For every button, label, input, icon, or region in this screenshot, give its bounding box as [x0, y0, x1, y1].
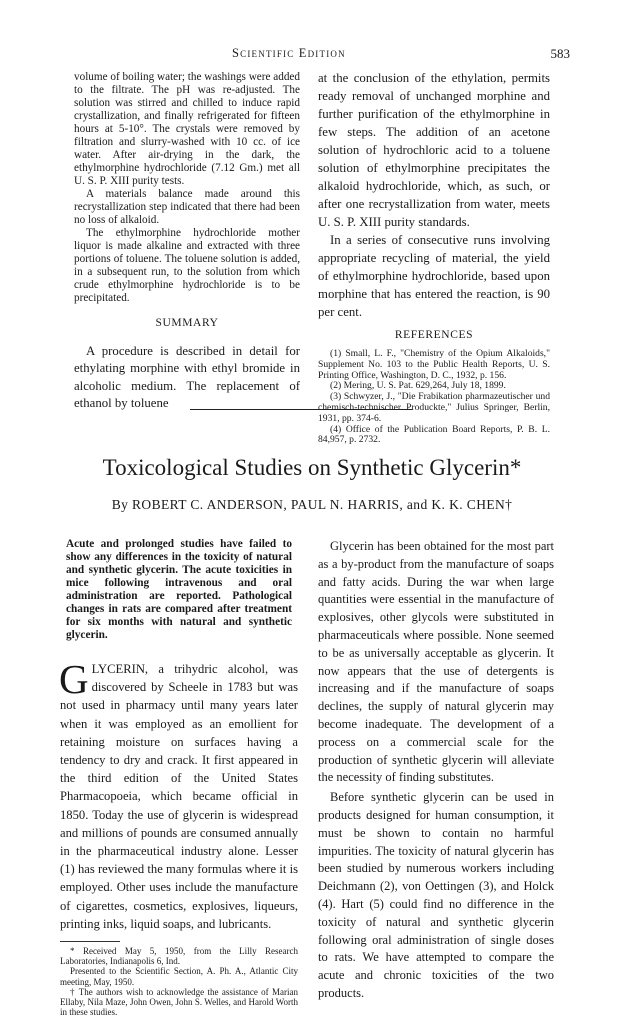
paragraph: The ethylmorphine hydrochloride mother liquor is made alkaline and extracted with three portions of toluene. The toluene solution is added, in a subsequent run, to the solution from which crude ethylmorphine hydrochloride is to be precipitated. — [74, 227, 300, 304]
bottom-left-column — [60, 538, 298, 1017]
drop-cap: G — [59, 656, 89, 702]
footnote: † The authors wish to acknowledge the assistance of Marian Ellaby, Nila Maze, John Owen, John S. Welles, and Harold Worth in these studies. — [60, 986, 298, 1017]
article-title: Toxicological Studies on Synthetic Glycerin* — [102, 455, 522, 480]
paragraph: at the conclusion of the ethylation, permits ready removal of unchanged morphine and further purification of the ethylmorphine in few steps. The addition of an acetone solution of hydrochloric acid to a toluene solution of ethylmorphine precipitates the alkaloid hydrochloride, which, as such, or after one recrystallization from water, meets U. S. P. XIII purity standards. — [318, 71, 550, 229]
references-heading: REFERENCES — [394, 329, 474, 341]
reference-item: (4) Office of the Publication Board Reports, P. B. L. 84,957, p. 2732. — [318, 423, 550, 446]
intro-block — [59, 656, 298, 933]
footnotes — [60, 941, 298, 1017]
reference-item: (1) Small, L. F., "Chemistry of the Opium Alkaloids," Supplement No. 103 to the Public Health Reports, U. S. Printing Office, Washington, D. C., 1932, p. 156. — [318, 348, 550, 381]
top-right-column — [318, 69, 550, 446]
footnote: Presented to the Scientific Section, A. Ph. A., Atlantic City meeting, May, 1950. — [60, 966, 298, 987]
summary-paragraph: A procedure is described in detail for ethylating morphine with ethyl bromide in alcoholic medium. The replacement of ethanol by toluene — [74, 344, 300, 411]
paragraph: Before synthetic glycerin can be used in products designed for human consumption, it must be shown to contain no harmful impurities. The toxicity of natural glycerin has been studied by numerous workers including Deichmann (2), von Oettingen (3), and Holck (4). Hart (5) could find no difference in the toxicity of natural and synthetic glycerin following oral administration of single doses to rats. We have attempted to compare the acute and chronic toxicities of the two products. — [318, 790, 554, 1000]
page-number: 583 — [550, 46, 570, 61]
footnote: * Received May 5, 1950, from the Lilly Research Laboratories, Indianapolis 6, Ind. — [60, 946, 298, 967]
paragraph: volume of boiling water; the washings were added to the filtrate. The pH was re-adjusted. The solution was stirred and chilled to induce rapid crystallization, and finally refrigerated for fifteen hours at 5-10°. The crystals were removed by filtration and slurry-washed with 10 cc. of ice water. After air-drying in the dark, the ethylmorphine hydrochloride (7.12 Gm.) met all U. S. P. XIII purity tests. — [74, 71, 300, 187]
running-head: Scientific Edition — [232, 46, 346, 60]
section-divider — [190, 409, 412, 410]
article-authors: By ROBERT C. ANDERSON, PAUL N. HARRIS, and K. K. CHEN† — [111, 497, 513, 512]
paragraph: Glycerin has been obtained for the most part as a by-product from the manufacture of soaps and fatty acids. During the war when large quantities were essential in the manufacture of explosives, other glycols were substituted in pharmaceuticals where possible. None seemed to be as universally acceptable as glycerin. It now appears that the use of detergents is increasing and if the manufacture of soaps declines, the supply of natural glycerin may become inadequate. The development of a process on a commercial scale for the production of synthetic glycerin will alleviate the necessity of finding substitutes. — [318, 539, 554, 785]
summary-heading: SUMMARY — [155, 317, 219, 329]
abstract: Acute and prolonged studies have failed to show any differences in the toxicity of natural and synthetic glycerin. The acute toxicities in mice following intravenous and oral administration are reported. Pathological changes in rats are compared after treatment for six months with natural and synthetic glycerin. — [66, 538, 292, 641]
footnote-rule — [60, 941, 120, 942]
paragraph: In a series of consecutive runs involving appropriate recycling of material, the yield of ethylmorphine hydrochloride, based upon morphine that has entered the reaction, is 90 per cent. — [318, 233, 550, 319]
reference-item: (3) Schwyzer, J., "Die Frabikation pharmazeutischer und chemisch-technischer Produckte," Julius Springer, Berlin, 1931, pp. 374-6. — [318, 391, 550, 424]
page-header — [0, 46, 624, 64]
paragraph: A materials balance made around this recrystallization step indicated that there had been no loss of alkaloid. — [74, 188, 300, 226]
top-left-column — [74, 71, 300, 413]
bottom-right-column — [318, 538, 554, 1003]
intro-paragraph: LYCERIN, a trihydric alcohol, was discovered by Scheele in 1783 but was not used in pharmacy until many years later when it was employed as an emollient for retaining moisture on surfaces having a tendency to dry and crack. It first appeared in the third edition of the United States Pharmacopoeia, which became official in 1850. Today the use of glycerin is widespread and millions of pounds are consumed annually in the pharmaceutical industry alone. Lesser (1) has reviewed the many formulas where it is employed. Other uses include the manufacture of cigarettes, cosmetics, explosives, liqueurs, printing inks, liquid soaps, and lubricants. — [60, 662, 298, 931]
references-list — [318, 349, 550, 446]
reference-item: (2) Mering, U. S. Pat. 629,264, July 18, 1899. — [330, 380, 506, 392]
